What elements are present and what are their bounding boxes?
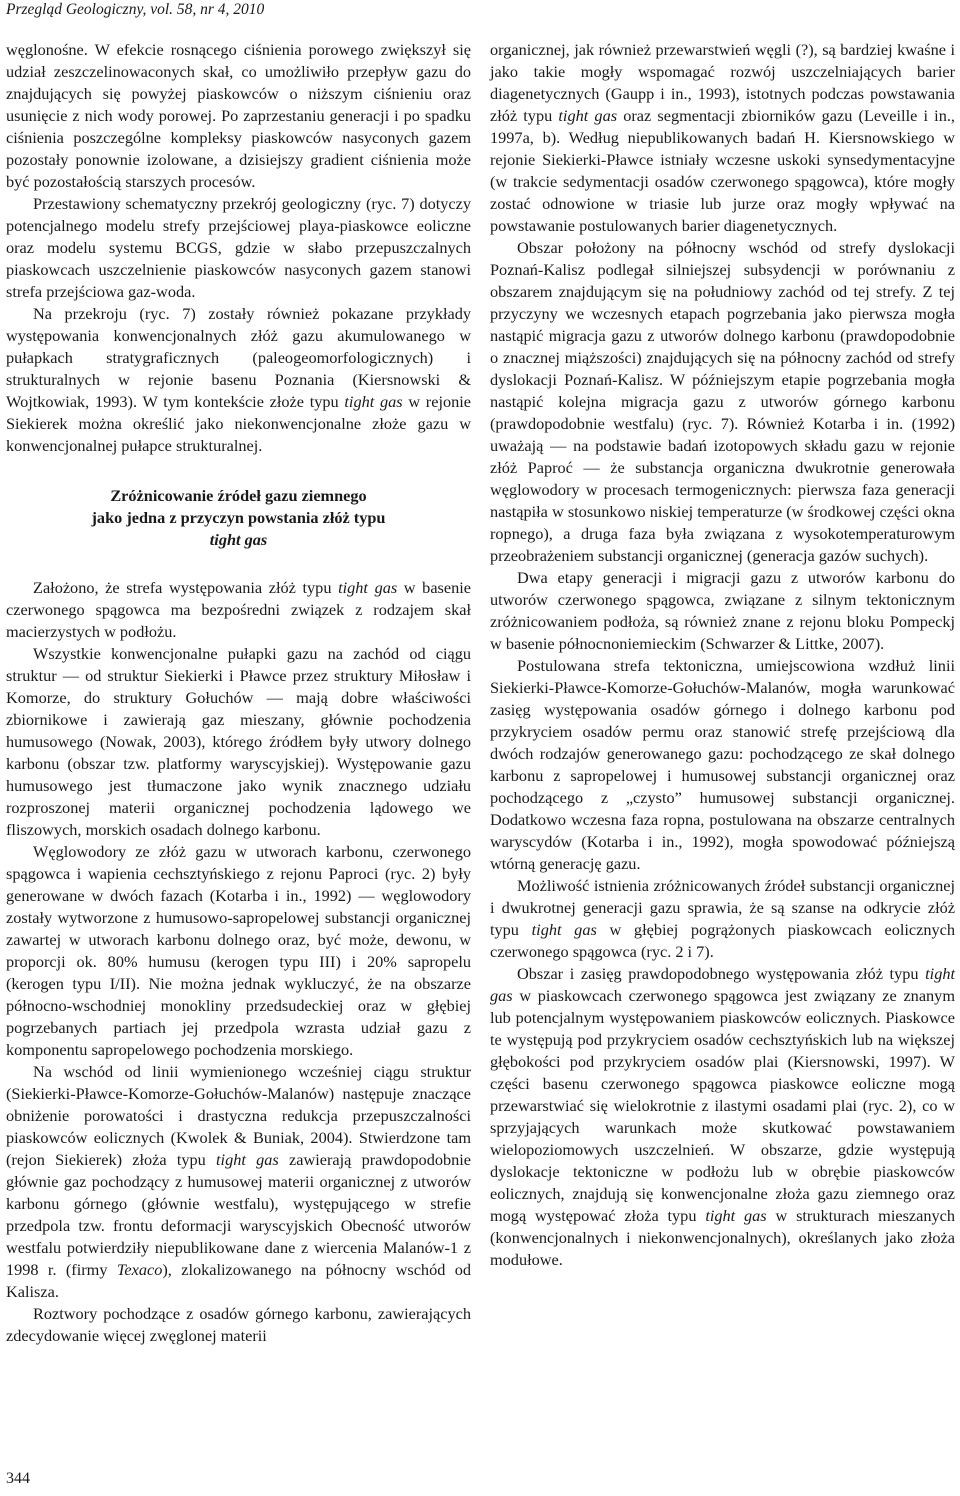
paragraph — [6, 303, 471, 457]
italic-term: tight gas — [705, 1206, 767, 1225]
italic-term: tight gas — [490, 964, 955, 1005]
text-run: w strukturach mieszanych (konwencjonalnych i niekonwencjonalnych), określanych jako złoża modułowe. — [490, 1206, 956, 1269]
section-heading — [6, 485, 471, 551]
paragraph: Wszystkie konwencjonalne pułapki gazu na zachód od ciągu struktur — od struktur Siekierki i Pławce przez struktury Miłosław i Komorze, do struktury Gołuchów — mają dobre właściwości zbiornikowe i zawierają gaz mieszany, głównie pochodzenia humusowego (Nowak, 2003), którego źródłem były utwory dolnego karbonu (obszar tzw. platformy waryscyjskiej). Występowanie gazu humusowego jest tłumaczone jako wynik znacznego udziału rozproszonej materii organicznej pochodzenia lądowego we fliszowych, morskich osadach dolnego karbonu. — [6, 644, 471, 839]
text-run: w piaskowcach czerwonego spągowca jest związany ze znanym lub potencjalnym występowaniem piaskowców eolicznych. Piaskowce te występują pod przykryciem osadów cechsztyńskich lub na większej głębokości pod przykryciem osadów plai (Kiersnowski, 1997). W części basenu czerwonego spągowca piaskowce eoliczne mogą przewarstwiać się wielokrotnie z ilastymi osadami plai (ryc. 2), co w sprzyjających warunkach może skutkować powstawaniem wielopoziomowych uszczelnień. W obszarze, gdzie występują dyslokacje tektoniczne w podłożu lub w obrębie piaskowców eolicznych, znajdują się konwencjonalne złoża gazu ziemnego oraz mogą występować złoża typu — [490, 986, 955, 1225]
italic-term: tight gas — [216, 1150, 279, 1169]
heading-line — [6, 507, 471, 551]
text-run: Możliwość istnienia zróżnicowanych źródeł substancji organicznej i dwukrotnej generacji gazu sprawia, że są szanse na odkrycie złóż typu — [490, 876, 955, 939]
italic-term: tight gas — [558, 106, 618, 125]
italic-term: tight gas — [531, 920, 597, 939]
page-number: 344 — [6, 1470, 30, 1487]
text-run: Na wschód od linii wymienionego wcześniej ciągu struktur (Siekierki-Pławce-Komorze-Gołuchów-Malanów) następuje znaczące obniżenie porowatości i drastyczna redukcja przepuszczalności piaskowców eolicznych (Kwolek & Buniak, 2004). Stwierdzone tam (rejon Siekierek) złoża typu — [6, 1062, 471, 1169]
paragraph: Dwa etapy generacji i migracji gazu z utworów karbonu do utworów czerwonego spągowca, związane z silnym tektonicznym zróżnicowaniem podłoża, są również znane z rejonu bloku Pompeckj w basenie północnoniemieckim (Schwarzer & Littke, 2007). — [490, 568, 955, 653]
text-run: ), zlokalizowanego na północny wschód od Kalisza. — [6, 1260, 471, 1301]
text-run: Obszar i zasięg prawdopodobnego występowania złóż typu — [517, 964, 926, 983]
paragraph: Przestawiony schematyczny przekrój geologiczny (ryc. 7) dotyczy potencjalnego modelu strefy przejściowej playa-piaskowce eoliczne oraz modelu systemu BCGS, gdzie w słabo przepuszczalnych piaskowcach uszczelnienie piaskowców nasyconych gazem stanowi strefa przejściowa gaz-woda. — [6, 194, 471, 301]
paragraph: Węglowodory ze złóż gazu w utworach karbonu, czerwonego spągowca i wapienia cechsztyńskiego z rejonu Paproci (ryc. 2) były generowane w dwóch fazach (Kotarba i in., 1992) — węglowodory zostały wytworzone z humusowo-sapropelowej substancji organicznej zawartej w utworach karbonu dolnego oraz, być może, dewonu, w proporcji ok. 80% humusu (kerogen typu III) i 20% sapropelu (kerogen typu I/II). Nie można jednak wykluczyć, że na obszarze północno-wschodniej monokliny przedsudeckiej oraz w głębiej pogrzebanych partiach jej przedpola wzrasta udział gazu z komponentu sapropelowego pochodzenia morskiego. — [6, 842, 471, 1059]
text-run: w rejonie Siekierek można określić jako niekonwencjonalne złoże gazu w konwencjonalnej pułapce strukturalnej. — [6, 392, 471, 455]
italic-term: tight gas — [344, 392, 403, 411]
paragraph — [490, 39, 955, 237]
text-run: Na przekroju (ryc. 7) zostały również pokazane przykłady występowania konwencjonalnych złóż gazu akumulowanego w pułapkach stratygraficznych (paleogeomorfologicznych) i strukturalnych w rejonie basenu Poznania (Kiersnowski & Wojtkowiak, 1993). W tym kontekście złoże typu — [6, 304, 471, 411]
paragraph: Roztwory pochodzące z osadów górnego karbonu, zawierających zdecydowanie więcej zwęglonej materii — [6, 1304, 471, 1345]
text-run: organicznej, jak również przewarstwień węgli (?), są bardziej kwaśne i jako takie mogły wspomagać rozwój uszczelniających barier diagenetycznych (Gaupp i in., 1993), istotnych podczas powstawania złóż typu — [490, 40, 955, 125]
text-run: w głębiej pogrążonych piaskowcach eolicznych czerwonego spągowca (ryc. 2 i 7). — [490, 920, 955, 961]
left-column — [6, 39, 471, 1347]
paragraph: Obszar położony na północny wschód od strefy dyslokacji Poznań-Kalisz podlegał silniejszej subsydencji w porównaniu z obszarem znajdującym się na południowy zachód od tej strefy. Z tej przyczyny we wczesnych etapach pogrzebania jako pierwsza mogła nastąpić migracja gazu z utworów dolnego karbonu (prawdopodobnie o znacznej miąższości) znajdujących się na północny zachód od strefy dyslokacji Poznań-Kalisz. W późniejszym etapie pogrzebania mogła nastąpić kolejna migracja gazu z utworów górnego karbonu (prawdopodobnie westfalu) (ryc. 7). Również Kotarba i in. (1992) uważają — na podstawie badań izotopowych składu gazu w rejonie złóż Paproć — że substancja organiczna dwukrotnie generowała węglowodory w procesach termogenicznych: pierwsza faza generacji nastąpiła w stosunkowo niskiej temperaturze (w środkowej części okna ropnego), a druga faza była związana z wysokotemperaturowym przeobrażeniem substancji organicznej (generacja gazów suchych). — [490, 238, 955, 565]
journal-header: Przegląd Geologiczny, vol. 58, nr 4, 2010 — [6, 1, 265, 18]
italic-term: tight gas — [209, 530, 268, 549]
paragraph — [490, 875, 955, 963]
italic-term: Texaco — [116, 1260, 163, 1279]
text-run: w basenie czerwonego spągowca ma bezpośredni związek z rodzajem skał macierzystych w podłożu. — [6, 578, 472, 641]
paragraph — [6, 577, 471, 643]
paragraph — [6, 1061, 471, 1303]
right-column — [490, 39, 955, 1271]
paragraph: węglonośne. W efekcie rosnącego ciśnienia porowego zwiększył się udział zeszczelinowaconych skał, co umożliwiło przepływ gazu do znajdujących się powyżej piaskowców o niższym ciśnieniu oraz usunięcie z nich wody porowej. Po zaprzestaniu generacji i po spadku ciśnienia poszczególne kompleksy piaskowców nasyconych gazem pozostały ponownie izolowane, a dzisiejszy gradient ciśnienia może być pozostałością starszych procesów. — [6, 40, 471, 191]
heading-line: Zróżnicowanie źródeł gazu ziemnego — [110, 486, 367, 505]
italic-term: tight gas — [338, 578, 398, 597]
paragraph — [490, 963, 955, 1271]
text-run: Założono, że strefa występowania złóż typu — [33, 578, 339, 597]
text-run: zawierają prawdopodobnie głównie gaz pochodzący z humusowej materii organicznej z utworów karbonu górnego (głównie westfalu), występującego w strefie przedpola tzw. frontu deformacji waryscyjskich Obecność utworów westfalu potwierdziły niepublikowane dane z wiercenia Malanów-1 z 1998 r. (firmy — [6, 1150, 472, 1279]
text-run: jako jedna z przyczyn powstania złóż typu — [91, 508, 386, 527]
text-run: oraz segmentacji zbiorników gazu (Leveille i in., 1997a, b). Według niepublikowanych badań H. Kiersnowskiego w rejonie Siekierki-Pławce istniały wczesne uskoki synsedymentacyjne (w trakcie sedymentacji osadów czerwonego spągowca), które mogły zostać odnowione w triasie lub jurze oraz mogły wpływać na powstawanie postulowanych barier diagenetycznych. — [490, 106, 955, 235]
paragraph: Postulowana strefa tektoniczna, umiejscowiona wzdłuż linii Siekierki-Pławce-Komorze-Gołuchów-Malanów, mogła warunkować zasięg występowania osadów górnego i dolnego karbonu pod przykryciem osadów permu oraz stanowić strefę przejściową dla dwóch rodzajów generowanego gazu: pochodzącego ze skał dolnego karbonu z sapropelowej i humusowej substancji organicznej oraz pochodzącego z „czysto” humusowej substancji organicznej. Dodatkowo wczesna faza ropna, postulowana na obszarze centralnych waryscydów (Kotarba i in., 1992), mogła spowodować późniejszą wtórną generację gazu. — [490, 656, 955, 873]
